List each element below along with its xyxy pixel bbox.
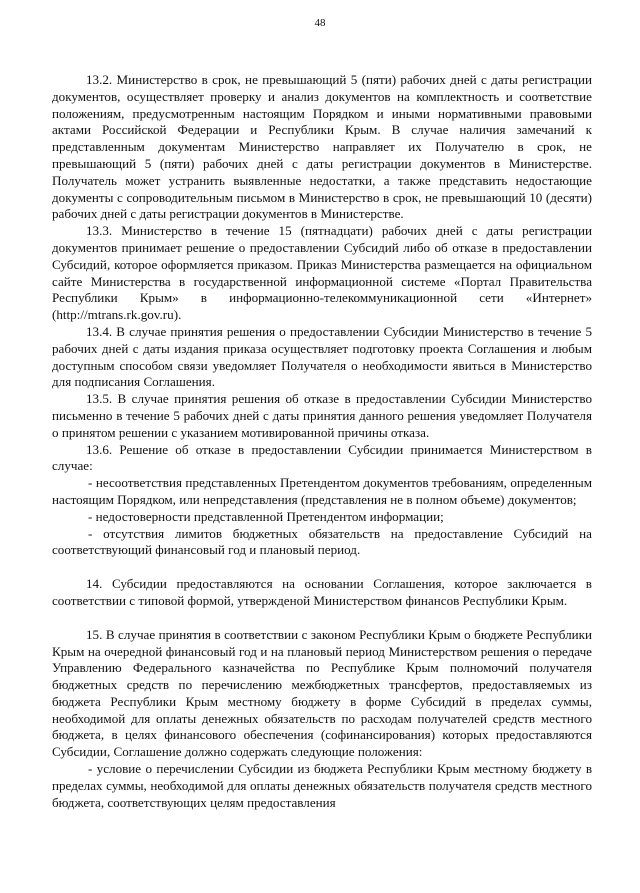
- paragraph-13-3: 13.3. Министерство в течение 15 (пятнадцати) рабочих дней с даты регистрации документов принимает решение о предоставлении Субсидий либо об отказе в предоставлении Субсидий, которое оформляется приказом. Приказ Министерства размещается на официальном сайте Министерства в государственной информационной системе «Портал Правительства Республики Крым» в информационно-телекоммуникационной сети «Интернет» (http://mtrans.rk.gov.ru).: [52, 223, 592, 323]
- list-item-13-6-b: - недостоверности представленной Претендентом информации;: [88, 508, 444, 524]
- paragraph-13-4: 13.4. В случае принятия решения о предоставлении Субсидии Министерство в течение 5 рабочих дней с даты издания приказа осуществляет подготовку проекта Соглашения и любым доступным способом связи уведомляет Получателя о необходимости явиться в Министерство для подписания Соглашения.: [52, 323, 592, 390]
- list-item-15-a: - условие о перечислении Субсидии из бюджета Республики Крым местному бюджету в пределах суммы, необходимой для оплаты денежных обязательств получателя средств местного бюджета, соответствующих целям предоставления: [52, 761, 592, 810]
- page-number: 48: [314, 17, 326, 29]
- paragraph-13-6: 13.6. Решение об отказе в предоставлении Субсидии принимается Министерством в случае:: [52, 441, 592, 474]
- paragraph-13-5: 13.5. В случае принятия решения об отказе в предоставлении Субсидии Министерство письменно в течение 5 рабочих дней с даты принятия данного решения уведомляет Получателя о принятом решении с указанием мотивированной причины отказа.: [52, 391, 592, 440]
- document-body: [52, 72, 592, 811]
- paragraph-14: 14. Субсидии предоставляются на основании Соглашения, которое заключается в соответствии с типовой формой, утвержденой Министерством финансов Республики Крым.: [52, 576, 592, 608]
- list-item-13-6-c: - отсутствия лимитов бюджетных обязательств на предоставление Субсидий на соответствующий финансовый год и плановый период.: [52, 525, 592, 558]
- paragraph-15: 15. В случае принятия в соответствии с законом Республики Крым о бюджете Республики Крым на очередной финансовый год и на плановый период Министерством решения о передаче Управлению Федерального казначейства по Республике Крым полномочий получателя бюджетных средств по перечислению межбюджетных трансфертов, предоставляемых из бюджета Республики Крым местному бюджету в форме Субсидий в пределах суммы, необходимой для оплаты денежных обязательств по расходам получателей средств местного бюджета, в целях финансового обеспечения (софинансирования) которых предоставляются Субсидии, Соглашение должно содержать следующие положения:: [52, 626, 592, 760]
- paragraph-13-2: 13.2. Министерство в срок, не превышающий 5 (пяти) рабочих дней с даты регистрации документов, осуществляет проверку и анализ документов на комплектность и соответствие положениям, предусмотренным настоящим Порядком и иными нормативными правовыми актами Российской Федерации и Республики Крым. В случае наличия замечаний к представленным документам Министерство направляет их Получателю в срок, не превышающий 5 (пяти) рабочих дней с даты регистрации документов в Министерстве. Получатель может устранить выявленные недостатки, а также представить недостающие документы с сопроводительным письмом в Министерство в срок, не превышающий 10 (десяти) рабочих дней с даты регистрации документов в Министерстве.: [52, 72, 592, 222]
- list-item-13-6-a: - несоответствия представленных Претендентом документов требованиям, определенным настоящим Порядком, или непредставления (представления не в полном объеме) документов;: [52, 475, 592, 507]
